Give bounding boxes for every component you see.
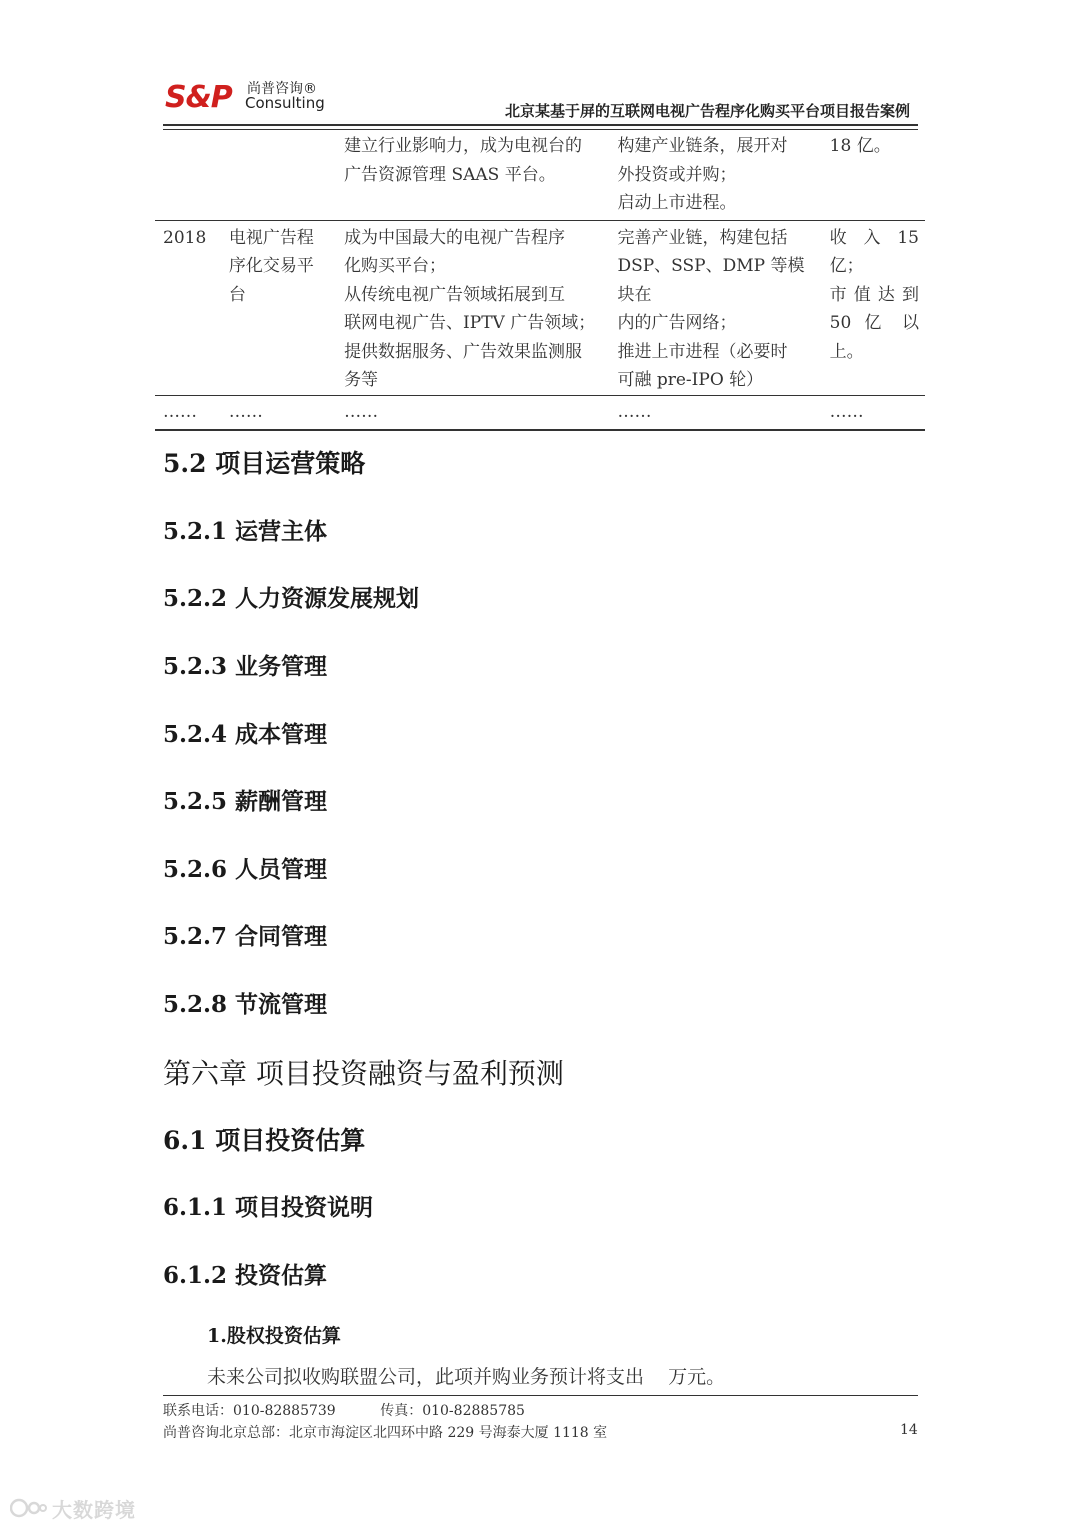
company-logo — [165, 78, 335, 118]
section-heading-5-2-6: 5.2.6 人员管理 — [163, 856, 328, 883]
watermark-text: 大数跨境 — [52, 1498, 136, 1522]
positioning-cell: 电视广告程 序化交易平 台 — [221, 220, 336, 395]
document-title: 北京某基于屏的互联网电视广告程序化购买平台项目报告案例 — [504, 102, 910, 120]
year-cell: 2018 — [155, 220, 221, 395]
logo-chinese-name: 尚普咨询® — [247, 81, 317, 97]
subheading-equity-investment: 1.股权投资估算 — [207, 1325, 341, 1347]
year-cell — [155, 132, 221, 220]
logo-mark: S&P — [165, 80, 232, 115]
section-heading-5-2-3: 5.2.3 业务管理 — [163, 653, 328, 680]
header-rule-thin — [163, 129, 918, 130]
actions-cell: …… — [609, 395, 821, 430]
goals-cell: 建立行业影响力，成为电视台的 广告资源管理 SAAS 平台。 — [344, 136, 583, 185]
section-heading-6-1: 6.1 项目投资估算 — [163, 1126, 366, 1155]
watermark — [10, 1493, 170, 1523]
section-heading-6-1-1: 6.1.1 项目投资说明 — [163, 1194, 374, 1221]
section-heading-5-2: 5.2 项目运营策略 — [163, 449, 366, 478]
table-row — [155, 220, 925, 395]
page-number: 14 — [900, 1422, 918, 1438]
actions-cell: 完善产业链，构建包括 DSP、SSP、DMP 等模块在 内的广告网络； 推进上市进程（必要时 可融 pre-IPO 轮） — [609, 220, 821, 395]
chapter-heading-6: 第六章 项目投资融资与盈利预测 — [163, 1057, 564, 1090]
actions-cell: 构建产业链条，展开对 外投资或并购； 启动上市进程。 — [617, 136, 788, 213]
section-heading-5-2-1: 5.2.1 运营主体 — [163, 518, 328, 545]
section-heading-5-2-8: 5.2.8 节流管理 — [163, 991, 328, 1018]
footer-address: 尚普咨询北京总部：北京市海淀区北四环中路 229 号海泰大厦 1118 室 — [163, 1425, 608, 1441]
header-rule — [163, 124, 918, 126]
table-row-ellipsis — [155, 395, 925, 430]
footer-rule — [163, 1395, 918, 1396]
section-heading-5-2-5: 5.2.5 薪酬管理 — [163, 788, 328, 815]
section-heading-6-1-2: 6.1.2 投资估算 — [163, 1262, 328, 1289]
section-heading-5-2-7: 5.2.7 合同管理 — [163, 923, 328, 950]
finance-cell: …… — [822, 395, 925, 430]
footer-contact: 联系电话：010-82885739 传真：010-82885785 — [163, 1403, 525, 1419]
watermark-logo-icon — [10, 1497, 48, 1519]
section-heading-5-2-4: 5.2.4 成本管理 — [163, 721, 328, 748]
finance-cell: 收 入 15 亿； 市值达到 50 亿 以 上。 — [822, 220, 925, 395]
body-paragraph: 未来公司拟收购联盟公司，此项并购业务预计将支出 万元。 — [207, 1366, 726, 1388]
goals-cell: 成为中国最大的电视广告程序 化购买平台； 从传统电视广告领域拓展到互 联网电视广告、IPTV 广告领域； 提供数据服务、广告效果监测服 务等 — [336, 220, 609, 395]
finance-cell: 18 亿。 — [829, 136, 891, 156]
development-plan-table — [155, 132, 925, 431]
year-cell: …… — [155, 395, 221, 430]
goals-cell: …… — [336, 395, 609, 430]
section-heading-5-2-2: 5.2.2 人力资源发展规划 — [163, 585, 420, 612]
logo-english-name: Consulting — [245, 94, 325, 112]
positioning-cell: …… — [221, 395, 336, 430]
table-row — [155, 132, 925, 220]
positioning-cell — [221, 132, 336, 220]
